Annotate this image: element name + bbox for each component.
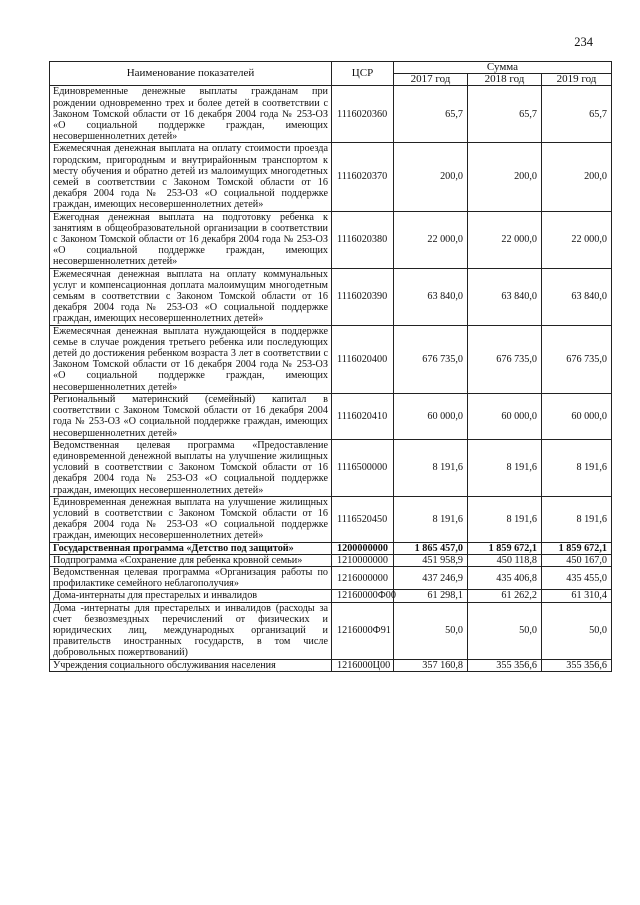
table-row [50, 602, 612, 659]
page-number: 234 [574, 35, 593, 49]
row-value-2019: 50,0 [542, 602, 612, 659]
row-value-2018: 8 191,6 [468, 439, 542, 496]
header-code: ЦСР [332, 62, 394, 86]
row-value-2017: 357 160,8 [394, 659, 468, 671]
row-code: 1200000000 [332, 542, 394, 554]
row-code: 1116020410 [332, 393, 394, 439]
row-name: Государственная программа «Детство под защитой» [50, 542, 332, 554]
row-value-2019: 200,0 [542, 143, 612, 211]
row-name: Подпрограмма «Сохранение для ребенка кровной семьи» [50, 554, 332, 566]
row-value-2017: 50,0 [394, 602, 468, 659]
row-value-2017: 200,0 [394, 143, 468, 211]
row-value-2017: 8 191,6 [394, 496, 468, 542]
row-value-2019: 450 167,0 [542, 554, 612, 566]
table-body [50, 86, 612, 671]
row-value-2019: 435 455,0 [542, 566, 612, 589]
row-value-2018: 355 356,6 [468, 659, 542, 671]
row-name: Ежемесячная денежная выплата нуждающейся в поддержке семье в случае рождения третьего ребенка или последующих детей до достижения ребенком возраста 3 лет в соответствии с Законом Томской области от 16 декабря 2004 года № 253-ОЗ «О социальной поддержке граждан, имеющих несовершеннолетних детей» [50, 325, 332, 393]
row-name: Учреждения социального обслуживания населения [50, 659, 332, 671]
row-value-2018: 65,7 [468, 86, 542, 143]
row-value-2017: 63 840,0 [394, 268, 468, 325]
row-name: Единовременные денежные выплаты гражданам при рождении одновременно трех и более детей в соответствии с Законом Томской области от 16 декабря 2004 года № 253-ОЗ «О социальной поддержке граждан, имеющих несовершеннолетних детей» [50, 86, 332, 143]
table-row [50, 566, 612, 589]
header-name: Наименование показателей [50, 62, 332, 86]
row-value-2017: 61 298,1 [394, 590, 468, 602]
row-value-2017: 8 191,6 [394, 439, 468, 496]
row-value-2017: 437 246,9 [394, 566, 468, 589]
row-value-2018: 8 191,6 [468, 496, 542, 542]
row-code: 1216000Ф91 [332, 602, 394, 659]
table-row [50, 268, 612, 325]
row-value-2019: 1 859 672,1 [542, 542, 612, 554]
table-row [50, 439, 612, 496]
row-name: Ежегодная денежная выплата на подготовку ребенка к занятиям в общеобразовательной организации в соответствии с Законом Томской области от 16 декабря 2004 года № 253-ОЗ «О социальной поддержке граждан, имеющих несовершеннолетних детей» [50, 211, 332, 268]
row-value-2019: 60 000,0 [542, 393, 612, 439]
row-name: Ведомственная целевая программа «Организация работы по профилактике семейного неблагополучия» [50, 566, 332, 589]
table-row [50, 325, 612, 393]
row-code: 1216000000 [332, 566, 394, 589]
row-value-2018: 1 859 672,1 [468, 542, 542, 554]
row-value-2017: 1 865 457,0 [394, 542, 468, 554]
row-name: Дома -интернаты для престарелых и инвалидов (расходы за счет безвозмездных перечислений от физических и юридических лиц, международных организаций и правительств иностранных государств, в том числе добровольных пожертвований) [50, 602, 332, 659]
row-value-2017: 22 000,0 [394, 211, 468, 268]
table-row [50, 86, 612, 143]
header-year-2019: 2019 год [542, 74, 612, 86]
header-year-2017: 2017 год [394, 74, 468, 86]
row-value-2019: 63 840,0 [542, 268, 612, 325]
row-value-2018: 22 000,0 [468, 211, 542, 268]
row-code: 1116020370 [332, 143, 394, 211]
row-code: 1116020360 [332, 86, 394, 143]
row-value-2019: 8 191,6 [542, 439, 612, 496]
row-value-2017: 451 958,9 [394, 554, 468, 566]
row-name: Дома-интернаты для престарелых и инвалидов [50, 590, 332, 602]
row-value-2019: 22 000,0 [542, 211, 612, 268]
row-value-2018: 450 118,8 [468, 554, 542, 566]
header-sum: Сумма [394, 62, 612, 74]
row-value-2018: 60 000,0 [468, 393, 542, 439]
row-value-2018: 61 262,2 [468, 590, 542, 602]
row-value-2019: 61 310,4 [542, 590, 612, 602]
table-row [50, 542, 612, 554]
row-value-2017: 676 735,0 [394, 325, 468, 393]
row-value-2017: 65,7 [394, 86, 468, 143]
row-name: Ежемесячная денежная выплата на оплату стоимости проезда городским, пригородным и внутрирайонным транспортом к месту обучения и обратно детей из малоимущих многодетных семей в соответствии с Законом Томской области от 16 декабря 2004 года № 253-ОЗ «О социальной поддержке граждан, имеющих несовершеннолетних детей» [50, 143, 332, 211]
table-row [50, 590, 612, 602]
row-value-2018: 676 735,0 [468, 325, 542, 393]
table-row [50, 211, 612, 268]
row-code: 1116020380 [332, 211, 394, 268]
row-value-2018: 435 406,8 [468, 566, 542, 589]
row-code: 1116020390 [332, 268, 394, 325]
row-code: 1216000Ц00 [332, 659, 394, 671]
row-value-2018: 200,0 [468, 143, 542, 211]
row-value-2018: 63 840,0 [468, 268, 542, 325]
row-code: 1116500000 [332, 439, 394, 496]
row-code: 12160000Ф00 [332, 590, 394, 602]
row-name: Единовременная денежная выплата на улучшение жилищных условий в соответствии с Законом Томской области от 16 декабря 2004 года № 253-ОЗ «О социальной поддержке граждан, имеющих несовершеннолетних детей» [50, 496, 332, 542]
row-value-2017: 60 000,0 [394, 393, 468, 439]
row-value-2019: 676 735,0 [542, 325, 612, 393]
row-value-2019: 8 191,6 [542, 496, 612, 542]
row-value-2019: 65,7 [542, 86, 612, 143]
table-row [50, 659, 612, 671]
table-row [50, 554, 612, 566]
row-name: Ведомственная целевая программа «Предоставление единовременной денежной выплаты на улучшение жилищных условий в соответствии с Законом Томской области от 16 декабря 2004 года № 253-ОЗ «О социальной поддержке граждан, имеющих несовершеннолетних детей» [50, 439, 332, 496]
row-code: 1210000000 [332, 554, 394, 566]
row-code: 1116520450 [332, 496, 394, 542]
row-value-2019: 355 356,6 [542, 659, 612, 671]
row-value-2018: 50,0 [468, 602, 542, 659]
row-name: Региональный материнский (семейный) капитал в соответствии с Законом Томской области от 16 декабря 2004 года № 253-ОЗ «О социальной поддержке граждан, имеющих несовершеннолетних детей» [50, 393, 332, 439]
header-year-2018: 2018 год [468, 74, 542, 86]
table-row [50, 393, 612, 439]
budget-table [49, 61, 612, 672]
row-code: 1116020400 [332, 325, 394, 393]
row-name: Ежемесячная денежная выплата на оплату коммунальных услуг и компенсационная доплата малоимущим многодетным семьям в соответствии с Законом Томской области от 16 декабря 2004 года № 253-ОЗ «О социальной поддержке граждан, имеющих несовершеннолетних детей» [50, 268, 332, 325]
table-row [50, 496, 612, 542]
table-row [50, 143, 612, 211]
